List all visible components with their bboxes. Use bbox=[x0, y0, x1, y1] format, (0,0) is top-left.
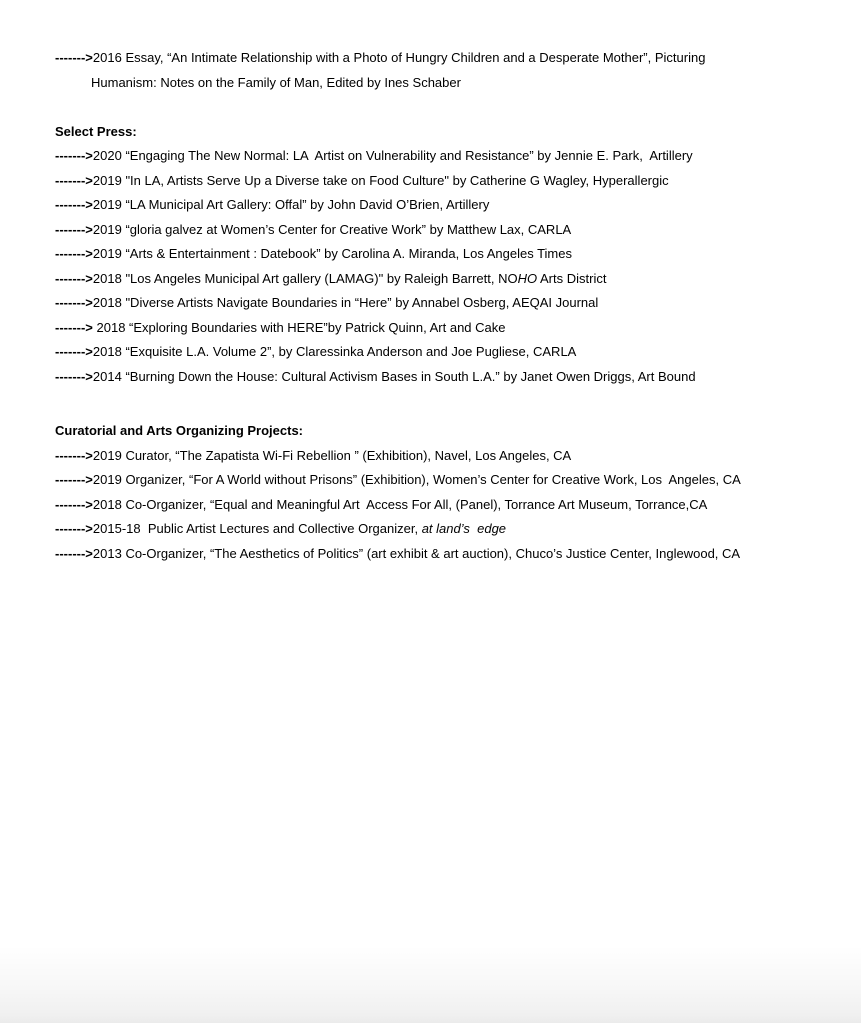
text-segment: 2013 Co-Organizer, “The Aesthetics of Politics” (art exhibit & art auction), Chuco’s Justice Center, Inglewood, CA bbox=[92, 545, 741, 561]
text-segment: 2019 “Arts & Entertainment : Datebook” by Carolina A. Miranda, Los Angeles Times bbox=[92, 246, 572, 261]
document-line bbox=[55, 46, 833, 71]
arrow-leader: -------> bbox=[55, 221, 93, 237]
document-line bbox=[55, 242, 833, 267]
blank-line bbox=[55, 95, 833, 120]
document-line bbox=[55, 517, 833, 542]
document-line bbox=[55, 144, 833, 169]
document-line bbox=[55, 340, 833, 365]
document-line bbox=[55, 193, 833, 218]
section-heading: Select Press: bbox=[55, 123, 137, 139]
arrow-leader: -------> bbox=[55, 50, 93, 65]
text-segment: 2019 “gloria galvez at Women’s Center for Creative Work” by Matthew Lax, CARLA bbox=[92, 221, 572, 237]
arrow-leader: -------> bbox=[55, 344, 93, 359]
document-line bbox=[55, 468, 833, 493]
arrow-leader: -------> bbox=[55, 472, 93, 487]
arrow-leader: -------> bbox=[55, 270, 93, 286]
text-segment: 2019 Curator, “The Zapatista Wi-Fi Rebellion ” (Exhibition), Navel, Los Angeles, CA bbox=[92, 447, 572, 463]
document-line bbox=[55, 493, 833, 518]
text-segment: 2019 “LA Municipal Art Gallery: Offal” by John David O’Brien, Artillery bbox=[92, 197, 490, 212]
text-segment: 2020 “Engaging The New Normal: LA Artist on Vulnerability and Resistance” by Jennie E. Park, Artillery bbox=[92, 148, 693, 163]
arrow-leader: -------> bbox=[55, 148, 93, 163]
document-line bbox=[55, 444, 833, 469]
section-heading: Curatorial and Arts Organizing Projects: bbox=[55, 423, 304, 438]
arrow-leader: -------> bbox=[55, 246, 93, 261]
arrow-leader: -------> bbox=[55, 319, 93, 335]
text-segment: 2018 "Diverse Artists Navigate Boundaries in “Here” by Annabel Osberg, AEQAI Journal bbox=[92, 295, 599, 310]
arrow-leader: -------> bbox=[55, 172, 93, 188]
text-segment: Arts District bbox=[537, 270, 607, 286]
italic-text-segment: HO bbox=[517, 270, 538, 286]
document-line bbox=[55, 291, 833, 316]
document-line-continuation bbox=[55, 71, 833, 96]
italic-text-segment: at land’s edge bbox=[421, 521, 507, 536]
page-bottom-edge bbox=[0, 945, 861, 1023]
text-segment: 2018 "Los Angeles Municipal Art gallery (LAMAG)" by Raleigh Barrett, NO bbox=[92, 270, 518, 286]
text-segment: 2019 "In LA, Artists Serve Up a Diverse take on Food Culture" by Catherine G Wagley, Hyperallergic bbox=[92, 172, 669, 188]
text-segment: 2018 “Exploring Boundaries with HERE”by Patrick Quinn, Art and Cake bbox=[92, 319, 506, 335]
text-segment: 2018 “Exquisite L.A. Volume 2”, by Claressinka Anderson and Joe Pugliese, CARLA bbox=[92, 344, 577, 359]
arrow-leader: -------> bbox=[55, 496, 93, 512]
text-segment: 2016 Essay, “An Intimate Relationship with a Photo of Hungry Children and a Desperate Mother”, Picturing bbox=[92, 50, 706, 65]
arrow-leader: -------> bbox=[55, 368, 93, 384]
text-segment: 2018 Co-Organizer, “Equal and Meaningful Art Access For All, (Panel), Torrance Art Museum, Torrance,CA bbox=[92, 496, 708, 512]
document-line bbox=[55, 169, 833, 194]
document-line bbox=[55, 316, 833, 341]
arrow-leader: -------> bbox=[55, 447, 93, 463]
blank-line bbox=[55, 389, 833, 419]
arrow-leader: -------> bbox=[55, 521, 93, 536]
arrow-leader: -------> bbox=[55, 545, 93, 561]
document-line bbox=[55, 542, 833, 567]
text-segment: 2014 “Burning Down the House: Cultural Activism Bases in South L.A.” by Janet Owen Driggs, Art Bound bbox=[92, 368, 696, 384]
document-line bbox=[55, 218, 833, 243]
document-line bbox=[55, 365, 833, 390]
text-segment: 2015-18 Public Artist Lectures and Collective Organizer, bbox=[92, 521, 422, 536]
arrow-leader: -------> bbox=[55, 295, 93, 310]
arrow-leader: -------> bbox=[55, 197, 93, 212]
text-segment: Humanism: Notes on the Family of Man, Edited by Ines Schaber bbox=[91, 74, 461, 90]
text-segment: 2019 Organizer, “For A World without Prisons” (Exhibition), Women’s Center for Creative Work, Los Angeles, CA bbox=[92, 472, 741, 487]
document-content bbox=[55, 46, 833, 566]
document-line bbox=[55, 267, 833, 292]
